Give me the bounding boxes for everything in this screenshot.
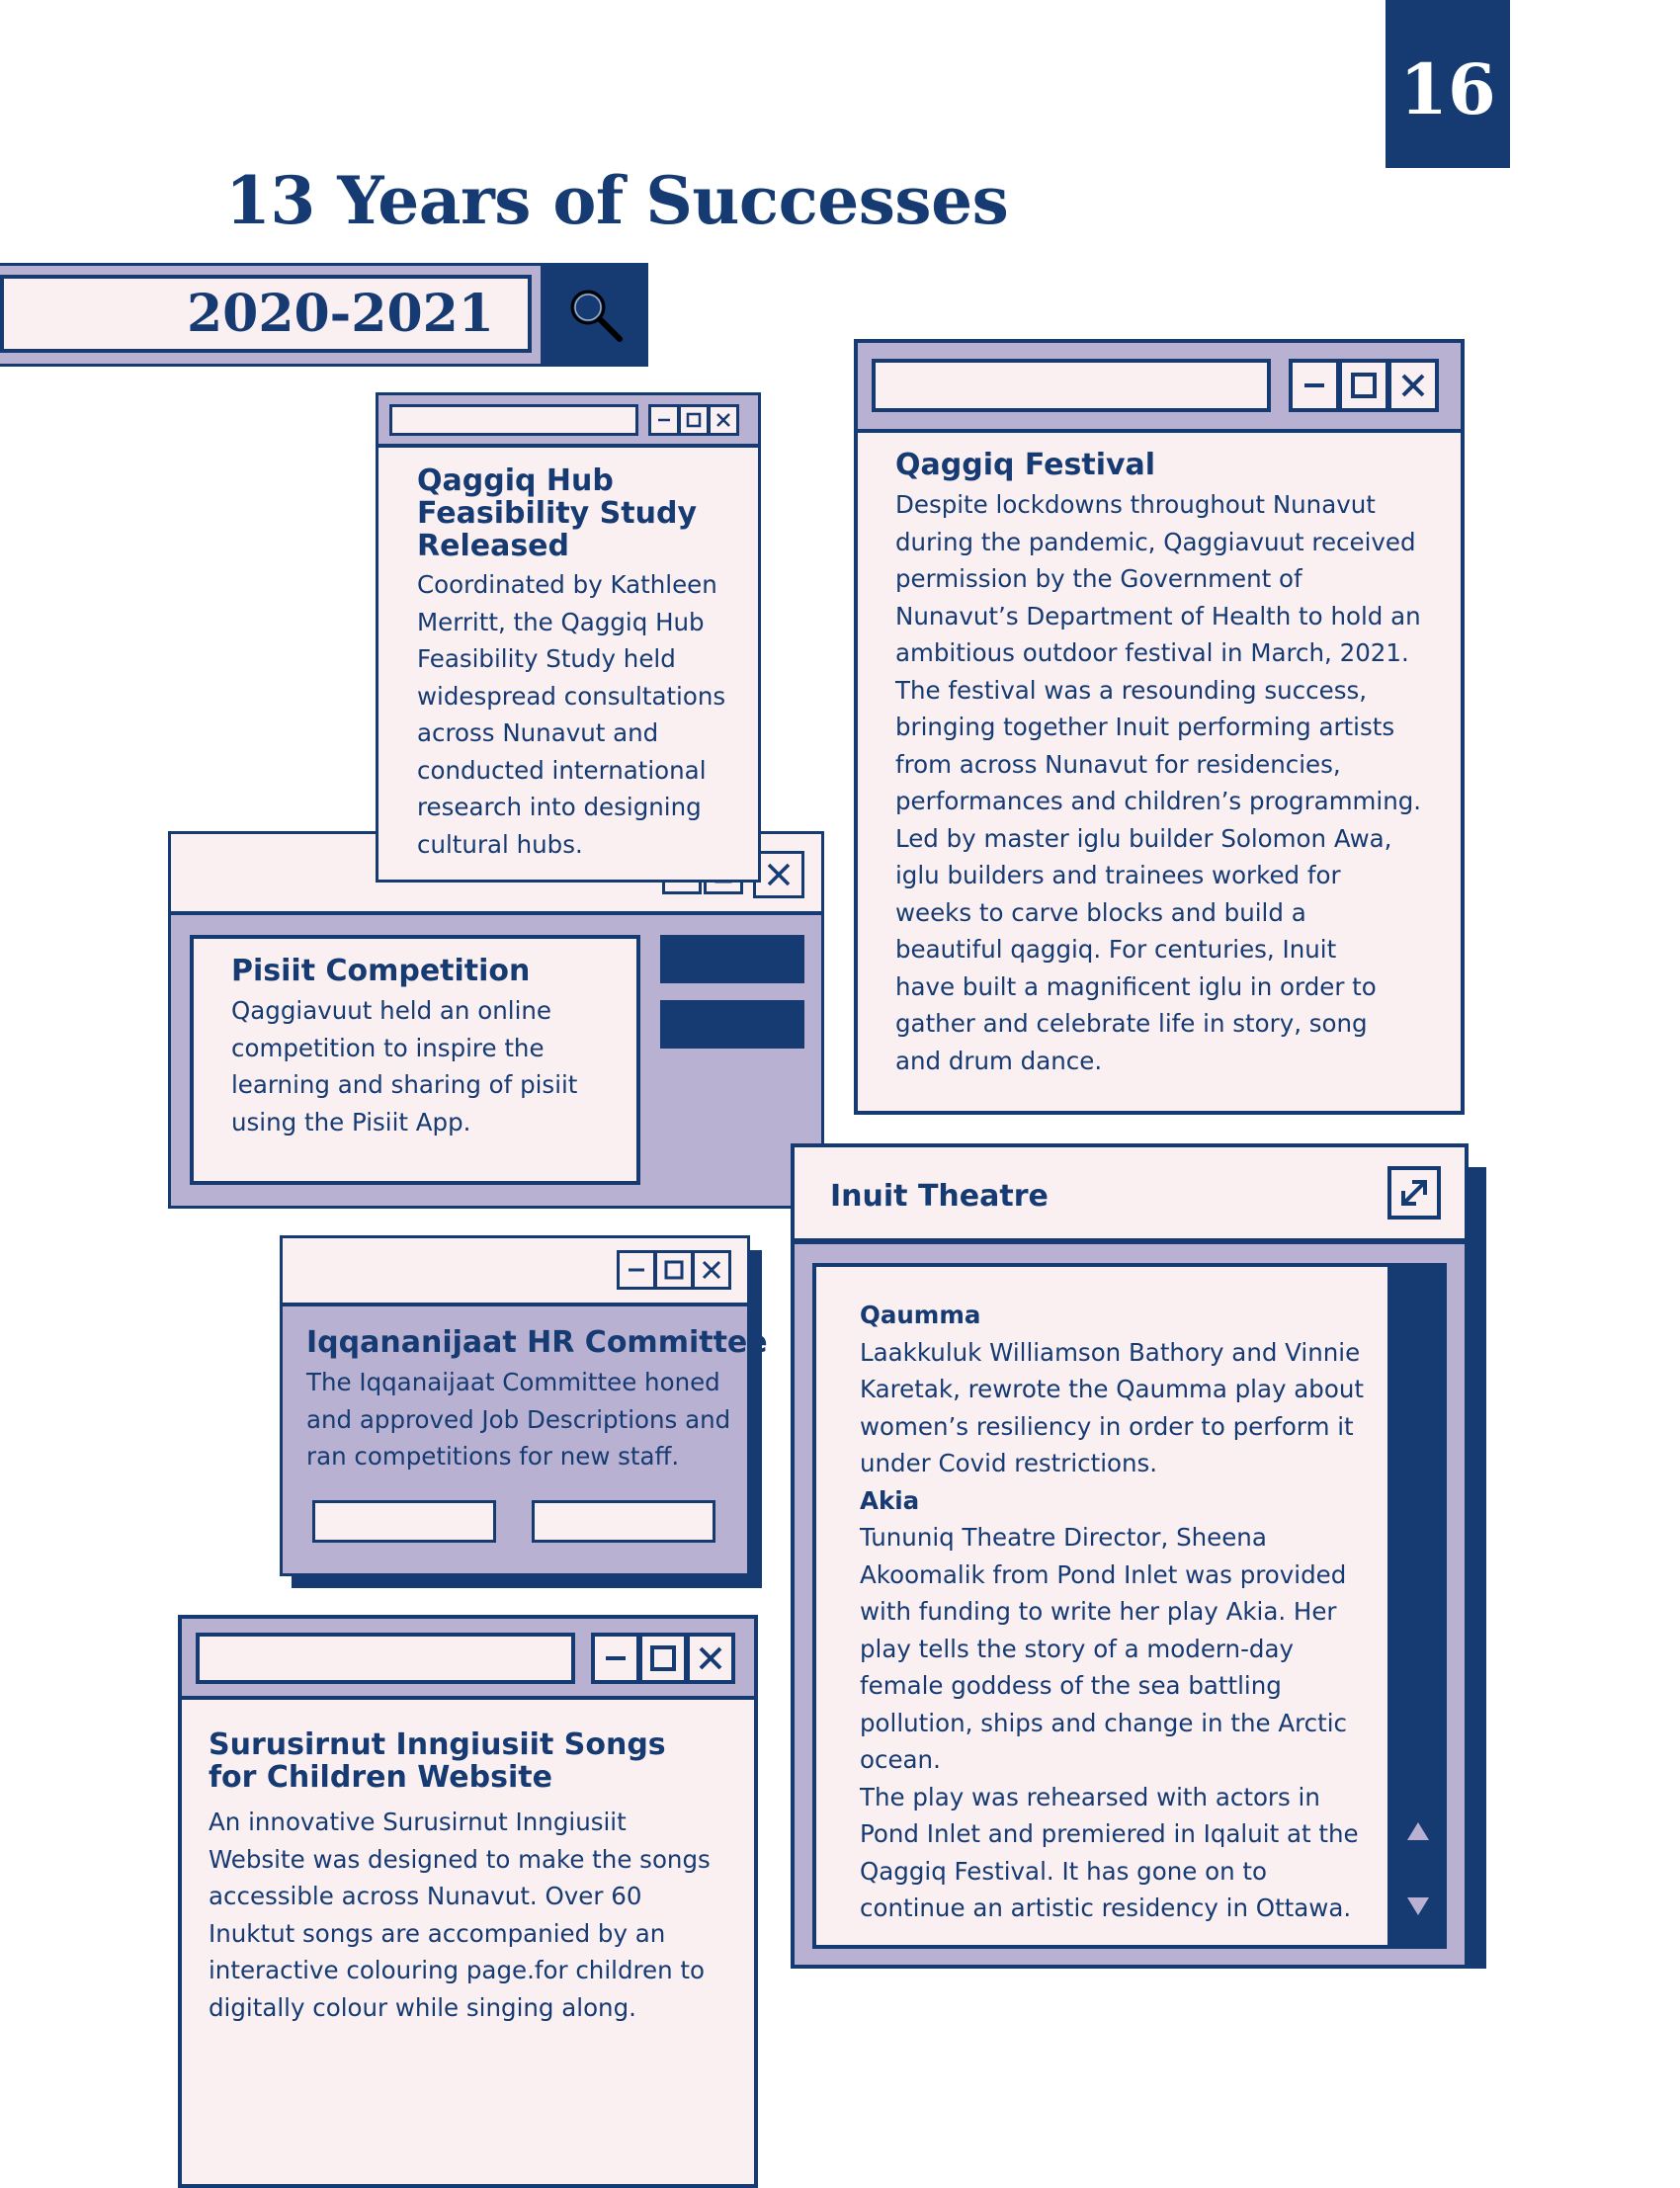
pisiit-heading: Pisiit Competition <box>231 954 531 988</box>
scroll-down-icon[interactable] <box>1407 1897 1429 1915</box>
qaumma-body: Laakkuluk Williamson Bathory and Vinnie Karetak, rewrote the Qaumma play about women’s resiliency in order to perform it under Covid restrictions. <box>860 1337 1364 1477</box>
minimize-button[interactable] <box>617 1250 656 1290</box>
close-button[interactable] <box>1387 359 1439 412</box>
scroll-up-icon[interactable] <box>1407 1822 1429 1840</box>
search-icon <box>564 284 628 347</box>
close-icon <box>715 412 731 428</box>
pisiit-side-button-2[interactable] <box>660 1000 804 1049</box>
hub-body: Coordinated by Kathleen Merritt, the Qaggiq Hub Feasibility Study held widespread consultations across Nunavut and conducted international research into designing cultural hubs. <box>417 570 726 859</box>
hr-body: The Iqqanaijaat Committee honed and approved Job Descriptions and ran competitions for new staff. <box>306 1368 731 1471</box>
close-icon <box>697 1644 724 1672</box>
close-icon <box>1399 372 1427 399</box>
close-button[interactable] <box>686 1633 735 1684</box>
theatre-scrollbar[interactable] <box>1389 1263 1447 1949</box>
festival-address-field[interactable] <box>872 359 1271 412</box>
hub-address-field[interactable] <box>389 404 638 436</box>
maximize-button[interactable] <box>638 1633 688 1684</box>
maximize-button[interactable] <box>678 404 710 436</box>
minimize-button[interactable] <box>591 1633 640 1684</box>
search-button[interactable] <box>543 263 648 367</box>
page-number: 16 <box>1386 0 1510 168</box>
festival-paragraph-1: Despite lockdowns throughout Nunavut during the pandemic, Qaggiavuut received permission by the Government of Nunavut’s Department of Health to hold an ambitious outdoor festival in March, 2021. The festival was a resounding success, bringing together Inuit performing artists from across Nunavut for residencies, performances and children’s programming. <box>895 490 1422 815</box>
maximize-button[interactable] <box>654 1250 694 1290</box>
minimize-icon <box>656 412 672 428</box>
page-title: 13 Years of Successes <box>225 162 1009 239</box>
akia-heading: Akia <box>860 1485 920 1515</box>
maximize-icon <box>686 412 702 428</box>
songs-address-field[interactable] <box>196 1633 575 1684</box>
hr-field-2[interactable] <box>532 1500 715 1543</box>
hr-field-1[interactable] <box>312 1500 496 1543</box>
minimize-icon <box>1302 373 1327 398</box>
minimize-icon <box>627 1260 646 1280</box>
pisiit-body: Qaggiavuut held an online competition to inspire the learning and sharing of pisiit using the Pisiit App. <box>231 996 578 1136</box>
qaumma-heading: Qaumma <box>860 1301 981 1329</box>
songs-body: An innovative Surusirnut Inngiusiit Website was designed to make the songs accessible across Nunavut. Over 60 Inuktut songs are accompanied by an interactive colouring page.for children to digitally colour while singing along. <box>209 1808 711 2022</box>
minimize-button[interactable] <box>1289 359 1340 412</box>
minimize-icon <box>603 1645 629 1671</box>
expand-button[interactable] <box>1387 1166 1441 1220</box>
close-button[interactable] <box>708 404 739 436</box>
pisiit-side-button-1[interactable] <box>660 935 804 983</box>
akia-body-2: The play was rehearsed with actors in Pond Inlet and premiered in Iqaluit at the Qaggiq Festival. It has gone on to continue an artistic residency in Ottawa. <box>860 1782 1359 1922</box>
maximize-icon <box>663 1259 685 1281</box>
hr-heading: Iqqananijaat HR Committee <box>306 1325 768 1360</box>
minimize-button[interactable] <box>648 404 680 436</box>
maximize-button[interactable] <box>1338 359 1389 412</box>
hub-heading: Qaggiq Hub Feasibility Study Released <box>417 463 698 563</box>
close-icon <box>701 1259 722 1281</box>
theatre-title: Inuit Theatre <box>830 1179 1049 1214</box>
close-icon <box>766 862 792 887</box>
maximize-icon <box>1350 372 1378 399</box>
festival-heading: Qaggiq Festival <box>895 448 1156 482</box>
songs-heading: Surusirnut Inngiusiit Songs for Children Website <box>209 1727 666 1795</box>
akia-body-1: Tununiq Theatre Director, Sheena Akoomalik from Pond Inlet was provided with funding to write her play Akia. Her play tells the story of a modern-day female goddess of the sea battling pollution, ships and change in the Arctic ocean. <box>860 1523 1347 1774</box>
close-button[interactable] <box>692 1250 731 1290</box>
search-input[interactable]: 2020-2021 <box>0 275 532 353</box>
maximize-icon <box>649 1644 677 1672</box>
expand-icon <box>1396 1175 1432 1211</box>
festival-paragraph-2: Led by master iglu builder Solomon Awa, iglu builders and trainees worked for weeks to carve blocks and build a beautiful qaggiq. For centuries, Inuit have built a magnificent iglu in order to gather and celebrate life in story, song and drum dance. <box>895 823 1392 1075</box>
